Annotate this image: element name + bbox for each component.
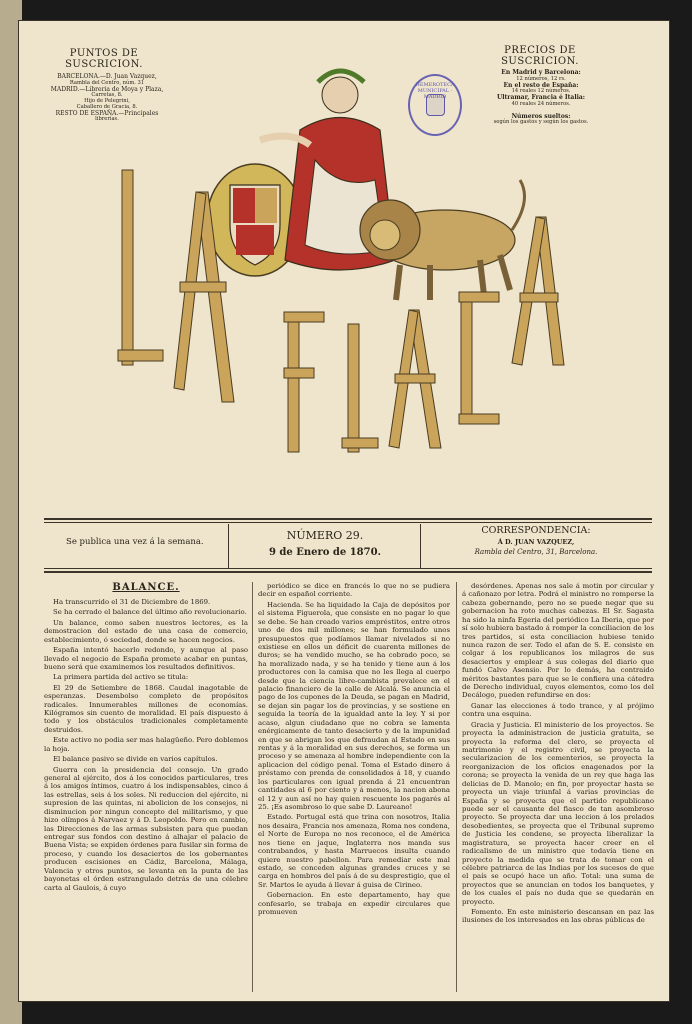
left-line: Hijo de Pelegrini, <box>84 98 130 105</box>
info-bar-bottom-rule <box>44 568 652 569</box>
lion-face-icon <box>370 220 400 250</box>
right-line: 14 reales 12 números. <box>511 88 571 95</box>
paragraph: Un balance, como saben nuestros lectores, es la demostracion del estado de una casa de comercio, establecimiento, ó sociedad, donde se hacen negocios. <box>44 618 248 644</box>
paragraph: Este activo no podia ser mas halagüeño. Pero doblemos la hoja. <box>44 736 248 753</box>
left-header-lines <box>42 74 172 123</box>
masthead-letter-f <box>278 308 328 462</box>
left-header-title: PUNTOS DE SUSCRICION. <box>65 48 143 71</box>
info-bar-divider <box>420 524 421 568</box>
right-line: En Madrid y Barcelona: <box>501 69 581 76</box>
left-line: BARCELONA.—D. Juan Vazquez, <box>57 73 157 80</box>
paragraph: La primera partida del activo se titula: <box>53 673 189 682</box>
issue-number: NÚMERO 29. <box>286 529 364 542</box>
correspondence-address: Rambla del Centro, 31, Barcelona. <box>474 548 598 556</box>
figure-head <box>322 77 358 113</box>
paragraph: Fomento. En este ministerio descansan en paz las ilusiones de los interesados en las obras públicas de <box>462 908 654 925</box>
paragraph: El 29 de Setiembre de 1868. Caudal inagotable de esperanzas. Desembolso completo de propósitos radicales. Innumerables millones de economías. Kilógramos sin cuento de moralidad. El país dispuesto á todo y los obstáculos tradicionales completamente destruidos. <box>44 683 248 734</box>
left-line: MADRID.—Libreria de Moya y Plaza, <box>50 85 164 93</box>
paragraph: Ha transcurrido el 31 de Diciembre de 1869. <box>53 598 211 606</box>
publication-frequency: Se publica una vez á la semana. <box>66 537 204 547</box>
left-line: Caballero de Gracia, 8. <box>76 103 138 110</box>
article-heading: BALANCE. <box>112 582 180 593</box>
masthead-letter-a2 <box>385 308 445 462</box>
article-column-3 <box>462 582 654 992</box>
masthead-letter-c <box>455 290 505 439</box>
paragraph: España intentó hacerlo redondo, y aunque al paso llevado el negocio de España promete acabar en puntas, bueno será que examinemos los resultados definitivos. <box>44 646 248 671</box>
masthead-letter-a3 <box>506 215 566 379</box>
paragraph: Gobernacion. En este departamento, hay que confesarlo, se trabaja en expedir circulares que promueven <box>258 891 450 917</box>
issue-date: 9 de Enero de 1870. <box>268 547 382 558</box>
right-line: 12 números, 12 rs. <box>516 75 566 82</box>
right-line: Ultramar, Francia é Italia: <box>497 94 585 102</box>
left-line: librerías. <box>95 116 119 123</box>
masthead-letter-l <box>110 165 170 379</box>
right-header-title: PRECIOS DE SUSCRICION. <box>501 45 579 68</box>
shield-quarter <box>255 188 277 223</box>
right-line: Números sueltos: <box>511 112 571 120</box>
paragraph: Ganar las elecciones á todo trance, y al prójimo contra una esquina. <box>462 701 654 719</box>
masthead-letter-a <box>168 190 238 414</box>
paragraph: desórdenes. Apenas nos sale á motin por circular y á cañonazo por letra. Podrá el ministro no romperse la cabeza gobernando, pero no se puede negar que su gobernacion ha roto muchas cabezas. El Sr. Sagasta ha sido la ninfa Egeria del periódico La Iberia, que por sí solo hubiera bastado á romper la conciliacion de los tres partidos, si esta conciliacion hubiese tenido nunca razon de ser. Todo el afan de S. E. consiste en colgar á los republicanos los milagros de sus desaciertos y emplear á sus colegas del diario que fundó Calvo Asensio. Por lo demás, ha contraido méritos bastantes para que se le confiera una cátedra de Derecho individual, cuyos elementos, como los del Decálogo, pueden refundirse en dos: <box>462 582 654 700</box>
correspondence-title: CORRESPONDENCIA: <box>481 525 591 536</box>
info-bar-divider <box>228 524 229 568</box>
paragraph: periódico se dice en francés lo que no se pudiera decir en español corriente. <box>258 582 450 599</box>
article-column-1 <box>44 598 248 992</box>
info-bar-bottom-rule-thick <box>44 571 652 573</box>
paragraph: Se ha cerrado el balance del último año revolucionario. <box>53 608 247 617</box>
masthead-letter-l2 <box>338 320 383 464</box>
column-rule <box>456 582 457 992</box>
correspondence-name: Á D. JUAN VAZQUEZ, <box>497 538 575 546</box>
paragraph: Gracia y Justicia. El ministerio de los proyectos. Se proyecta la administracion de justicia gratuita, se proyecta la reforma del clero, se proyecta el matrimonio y el registro civil, se proyecta la secularizacion de los cementerios, se proyecta la reorganizacion de los oficios enagenados por la corona; se proyecta la venida de un rey que haga las delicias de D. Manolo; en fin, por proyectar hasta se proyecta un viaje triunfal á varias provincias de España y se proyecta que el partido republicano puede ser el causante del fiasco de tan asombroso proyecto. Se proyecta dar una leccion á los prelados desobedientes, se proyecta que el Tribunal supremo de Justicia les condene, se proyecta liberalizar la magistratura, se proyecta hacer creer en el radicalismo de un ministro que todavía tiene en proyecto la medida que se trata de tomar con el célebre patriarca de las Indias por los sucesos de que el país se ocupó hace un año. Total: una suma de proyectos que se anuncian en todos los banquetes, y de los cuales el país no duda que se quedarán en proyecto. <box>462 720 654 906</box>
right-line: según los gastos y según los gastos. <box>493 119 589 126</box>
info-bar-top-rule <box>44 518 652 520</box>
left-line: Carretas, 8. <box>91 92 123 99</box>
paragraph: Estado. Portugal está que trina con nosotros, Italia nos desaira, Francia nos amenaza, Roma nos condena, el Norte de Europa no nos reconoce, el de América nos tiene en jaque, Inglaterra nos manda sus contrabandos, y hasta Marruecos insulta cuando quiere nuestro pabellon. Para remediar este mal estado, se conceden algunas grandes cruces y se carga en hombros del país á de su desprestigio, que el Sr. Martos le ayuda á llevar á guisa de Cirineo. <box>258 813 450 889</box>
left-line: Rambla del Centro, núm. 31 <box>69 79 145 86</box>
shield-quarter <box>236 225 274 255</box>
paragraph: Guerra con la presidencia del consejo. Un grado general al ejército, dos á los conocidos particulares, tres á los amigos íntimos, cuatro á los indispensables, cinco á las estrellas, seis á los soles. Ni reduccion del ejército, ni supresion de las quintas, ni abolicion de los consejos, ni disminucion por ningun concepto del militarismo, y que hizo olímpos á Narvaez y á D. Leopoldo. Pero en cambio, las Direcciones de las armas subsisten para que puedan entregar sus fondos con destino á alhajar el palacio de Buena Vista; se expiden órdenes para fusilar sin forma de proceso, y cuando los desaciertos de los gobernantes producen escisiones en Cádiz, Barcelona, Málaga, Valencia y otros puntos, se levanta en la punta de las bayonetas el órden estrangulado detrás de una célebre carta al Gaulois, á cuyo <box>44 765 248 892</box>
paragraph: Hacienda. Se ha liquidado la Caja de depósitos por el sistema Figuerola, que consiste en no pagar lo que se debe. Se han creado varios empréstitos, entre otros uno de dos mil millones; se han formulado unos presupuestos que podíamos llamar nivelados si no existiese en ellos un déficit de cuarenta millones de duros; se ha vendido mucho, se ha cobrado poco, se ha moralizado nada, y se ha tenido y tiene aun á los productores con la camisa que no les llega al cuerpo desde que la ciencia libre-cambista prevalece en el palacio financiero de la calle de Alcalá. Se anuncia el pago de los cupones de la Deuda, se pagan en Madrid, se dejan sin pagar los de provincias, y se sostiene en seguida la teoría de la igualdad ante la ley. Y si por acaso, algun ciudadano que no cobra se lamenta enérgicamente de tanto desacierto y de la impunidad en que se abrigan los que defraudan al Estado en sus rentas y á la moralidad en sus derechos, se forma un proceso y se amenaza al hombre independiente con la aplicacion del código penal. Toma el Estado dinero á préstamo con prenda de consolidados á 18, y cuando los particulares con igual prenda á 21 encuentran cantidades al 6 por ciento y á menos, la nacion abona el 12 y aun así no hay quien rescuente los pagarés al 25. ¡Es asombroso lo que sabe D. Laureano! <box>258 600 450 811</box>
masthead-illustration <box>200 50 530 310</box>
info-bar-top-rule-thin <box>44 522 652 523</box>
right-line: En el resto de España: <box>503 81 579 89</box>
right-line: 40 reales 24 números. <box>511 100 571 107</box>
paragraph: El balance pasivo se divide en varios capítulos. <box>53 755 218 764</box>
left-line: RESTO DE ESPAÑA.—Principales <box>55 109 159 117</box>
column-rule <box>252 582 253 992</box>
article-column-2 <box>258 582 450 992</box>
stamp-text: HEMEROTECA MUNICIPAL · MADRID <box>415 82 455 100</box>
figure-arm <box>260 136 310 145</box>
